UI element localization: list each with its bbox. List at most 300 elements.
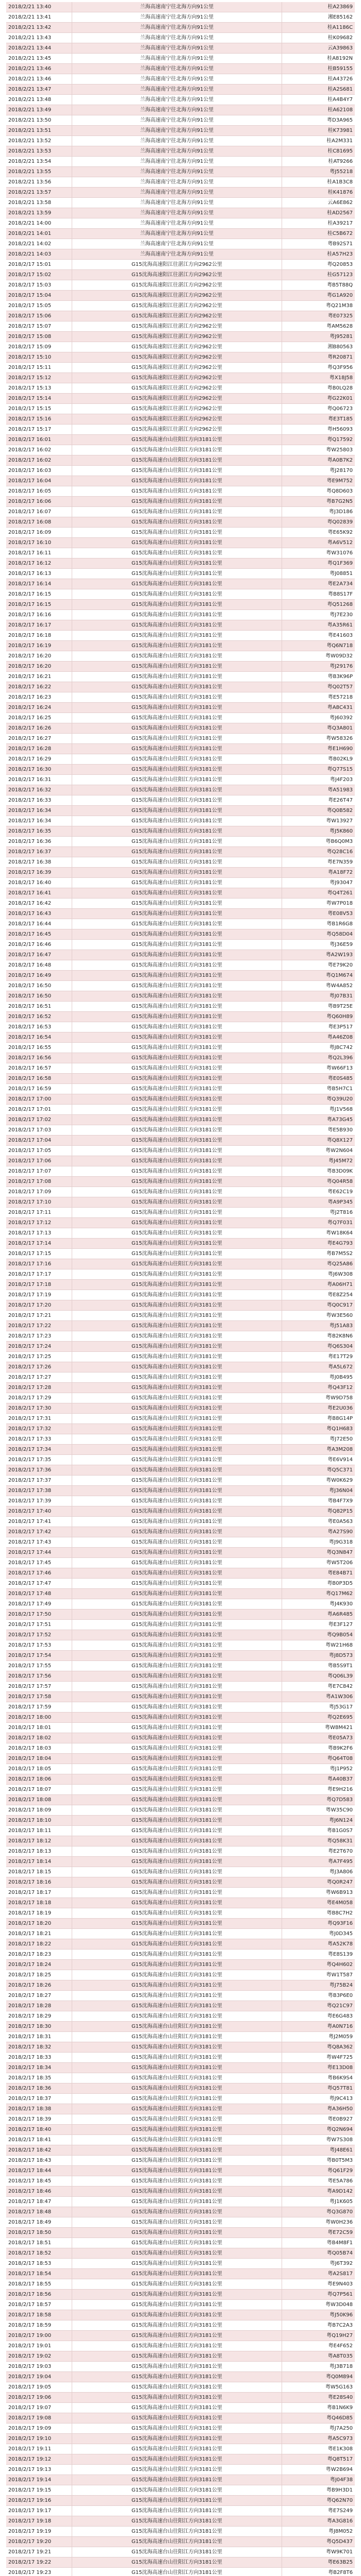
table-row xyxy=(6,1290,355,1300)
record-location-cell: G15沈海高速台山往阳江方向3181公里 xyxy=(72,435,282,445)
record-location-cell: 兰海高速南宁往北海方向91公里 xyxy=(72,188,282,198)
record-location-cell: G15沈海高速台山往阳江方向3181公里 xyxy=(72,1548,282,1558)
record-plate-cell: 粤A6V512 xyxy=(282,538,355,548)
record-plate-cell: 粤B0LQ28 xyxy=(282,383,355,394)
table-row xyxy=(6,445,355,455)
table-row xyxy=(6,404,355,414)
record-plate-cell: 粤G1A920 xyxy=(282,291,355,301)
record-time-cell: 2018/2/17 19:07 xyxy=(6,2403,72,2413)
table-row xyxy=(6,878,355,888)
record-plate-cell: 粤Q02T57 xyxy=(282,682,355,692)
record-location-cell: G15沈海高速台山往阳江方向3181公里 xyxy=(72,1249,282,1259)
record-plate-cell: 粤W21H68 xyxy=(282,1640,355,1651)
record-time-cell: 2018/2/17 17:32 xyxy=(6,1424,72,1434)
record-location-cell: G15沈海高速台山往阳江方向3181公里 xyxy=(72,2413,282,2424)
record-table-body xyxy=(6,2,355,2576)
table-row xyxy=(6,1867,355,1877)
record-plate-cell: 粤B5S9T1 xyxy=(282,1661,355,1671)
record-time-cell: 2018/2/17 16:28 xyxy=(6,744,72,754)
record-plate-cell: 粤J28170 xyxy=(282,466,355,476)
record-location-cell: G15沈海高速台山往阳江方向3181公里 xyxy=(72,2506,282,2516)
record-time-cell: 2018/2/17 18:41 xyxy=(6,2135,72,2145)
record-location-cell: G15沈海高速台山往阳江方向3181公里 xyxy=(72,1177,282,1187)
record-plate-cell: 粤J75B24 xyxy=(282,1980,355,1991)
record-location-cell: G15沈海高速台山往阳江方向3181公里 xyxy=(72,2207,282,2217)
record-time-cell: 2018/2/21 13:47 xyxy=(6,84,72,95)
record-location-cell: G15沈海高速台山往阳江方向3181公里 xyxy=(72,1136,282,1146)
table-row xyxy=(6,466,355,476)
record-location-cell: G15沈海高速台山往阳江方向3181公里 xyxy=(72,1321,282,1331)
record-time-cell: 2018/2/17 17:22 xyxy=(6,1321,72,1331)
record-time-cell: 2018/2/21 13:55 xyxy=(6,167,72,177)
record-plate-cell: 粤J8M052 xyxy=(282,2527,355,2537)
table-row xyxy=(6,837,355,847)
record-location-cell: G15沈海高速台山往阳江方向3181公里 xyxy=(72,1568,282,1579)
record-plate-cell: 粤Q46D85 xyxy=(282,2413,355,2424)
record-plate-cell: 粤B9H3D1 xyxy=(282,2485,355,2496)
record-time-cell: 2018/2/17 17:12 xyxy=(6,1218,72,1228)
table-row xyxy=(6,2125,355,2135)
record-time-cell: 2018/2/17 17:09 xyxy=(6,1187,72,1197)
record-time-cell: 2018/2/21 14:03 xyxy=(6,249,72,260)
record-time-cell: 2018/2/17 16:55 xyxy=(6,1043,72,1053)
table-row xyxy=(6,558,355,569)
table-row xyxy=(6,229,355,239)
table-row xyxy=(6,1816,355,1826)
table-row xyxy=(6,1228,355,1239)
record-plate-cell: 粤W0K629 xyxy=(282,1476,355,1486)
record-time-cell: 2018/2/21 13:54 xyxy=(6,157,72,167)
record-location-cell: G15沈海高速阳江往湛江方向2962公里 xyxy=(72,383,282,394)
record-location-cell: G15沈海高速台山往阳江方向3181公里 xyxy=(72,2496,282,2506)
record-time-cell: 2018/2/17 18:23 xyxy=(6,1950,72,1960)
record-plate-cell: 粤W18K64 xyxy=(282,1228,355,1239)
record-plate-cell: 桂A23869 xyxy=(282,2,355,12)
record-location-cell: G15沈海高速台山往阳江方向3181公里 xyxy=(72,1671,282,1682)
record-time-cell: 2018/2/17 17:03 xyxy=(6,1125,72,1136)
record-location-cell: G15沈海高速台山往阳江方向3181公里 xyxy=(72,744,282,754)
record-location-cell: G15沈海高速台山往阳江方向3181公里 xyxy=(72,1239,282,1249)
record-time-cell: 2018/2/17 17:33 xyxy=(6,1434,72,1445)
table-row xyxy=(6,692,355,703)
record-plate-cell: 粤Q3G870 xyxy=(282,2207,355,2217)
record-location-cell: G15沈海高速台山往阳江方向3181公里 xyxy=(72,2331,282,2341)
record-plate-cell: 桂A2S681 xyxy=(282,84,355,95)
record-time-cell: 2018/2/17 18:36 xyxy=(6,2083,72,2094)
table-row xyxy=(6,1012,355,1022)
record-plate-cell: 粤W58326 xyxy=(282,734,355,744)
record-plate-cell: 粤A5C973 xyxy=(282,2434,355,2444)
table-row xyxy=(6,2279,355,2290)
table-row xyxy=(6,538,355,548)
record-plate-cell: 桂AT9266 xyxy=(282,157,355,167)
record-time-cell: 2018/2/17 19:16 xyxy=(6,2496,72,2506)
record-time-cell: 2018/2/17 17:55 xyxy=(6,1661,72,1671)
record-location-cell: G15沈海高速台山往阳江方向3181公里 xyxy=(72,1558,282,1568)
record-plate-cell: 粤E13D08 xyxy=(282,2063,355,2073)
record-plate-cell: 粤Q93F16 xyxy=(282,1919,355,1929)
record-plate-cell: 粤Q58K31 xyxy=(282,1836,355,1846)
record-time-cell: 2018/2/17 19:06 xyxy=(6,2393,72,2403)
record-location-cell: 兰海高速南宁往北海方向91公里 xyxy=(72,54,282,64)
record-time-cell: 2018/2/17 16:25 xyxy=(6,713,72,723)
record-time-cell: 2018/2/17 18:37 xyxy=(6,2094,72,2104)
record-location-cell: G15沈海高速台山往阳江方向3181公里 xyxy=(72,2135,282,2145)
record-location-cell: G15沈海高速台山往阳江方向3181公里 xyxy=(72,1692,282,1702)
record-plate-cell: 粤B1N6K9 xyxy=(282,2403,355,2413)
record-time-cell: 2018/2/17 16:13 xyxy=(6,569,72,579)
record-plate-cell: 粤A73G45 xyxy=(282,1115,355,1125)
record-plate-cell: 粤Q04R58 xyxy=(282,1177,355,1187)
table-row xyxy=(6,528,355,538)
record-location-cell: G15沈海高速台山往阳江方向3181公里 xyxy=(72,960,282,971)
record-plate-cell: 粤E41603 xyxy=(282,631,355,641)
record-time-cell: 2018/2/17 16:46 xyxy=(6,940,72,950)
table-row xyxy=(6,713,355,723)
record-location-cell: G15沈海高速台山往阳江方向3181公里 xyxy=(72,548,282,558)
record-location-cell: G15沈海高速台山往阳江方向3181公里 xyxy=(72,2279,282,2290)
record-plate-cell: 粤Q1M674 xyxy=(282,971,355,981)
record-location-cell: G15沈海高速阳江往湛江方向2962公里 xyxy=(72,321,282,332)
record-location-cell: G15沈海高速台山往阳江方向3181公里 xyxy=(72,2094,282,2104)
record-time-cell: 2018/2/17 18:31 xyxy=(6,2032,72,2042)
table-row xyxy=(6,1919,355,1929)
record-plate-cell: 粤X18J58 xyxy=(282,373,355,383)
record-time-cell: 2018/2/17 16:51 xyxy=(6,1002,72,1012)
record-location-cell: G15沈海高速台山往阳江方向3181公里 xyxy=(72,1733,282,1743)
table-row xyxy=(6,1589,355,1599)
record-time-cell: 2018/2/21 13:44 xyxy=(6,43,72,54)
record-plate-cell: 粤Q2N694 xyxy=(282,2125,355,2135)
record-plate-cell: 粤B4M8F1 xyxy=(282,2238,355,2248)
record-plate-cell: 粤A0B7K2 xyxy=(282,455,355,466)
table-row xyxy=(6,218,355,229)
record-time-cell: 2018/2/17 18:29 xyxy=(6,2011,72,2022)
record-plate-cell: 粤E0S485 xyxy=(282,1074,355,1084)
record-plate-cell: 粤Q20853 xyxy=(282,260,355,270)
record-location-cell: G15沈海高速阳江往湛江方向2962公里 xyxy=(72,373,282,383)
record-location-cell: G15沈海高速台山往阳江方向3181公里 xyxy=(72,631,282,641)
record-time-cell: 2018/2/17 18:19 xyxy=(6,1908,72,1919)
table-row xyxy=(6,2207,355,2217)
record-time-cell: 2018/2/17 16:12 xyxy=(6,558,72,569)
table-row xyxy=(6,1527,355,1537)
record-time-cell: 2018/2/17 18:28 xyxy=(6,2001,72,2011)
record-plate-cell: 粤B1G0S7 xyxy=(282,1826,355,1836)
record-plate-cell: 粤W7S308 xyxy=(282,2135,355,2145)
record-location-cell: G15沈海高速阳江往湛江方向2962公里 xyxy=(72,394,282,404)
record-location-cell: G15沈海高速台山往阳江方向3181公里 xyxy=(72,2557,282,2568)
record-location-cell: G15沈海高速台山往阳江方向3181公里 xyxy=(72,1506,282,1517)
record-time-cell: 2018/2/21 13:51 xyxy=(6,126,72,136)
table-row xyxy=(6,1754,355,1764)
record-time-cell: 2018/2/17 18:47 xyxy=(6,2197,72,2207)
record-location-cell: G15沈海高速台山往阳江方向3181公里 xyxy=(72,1579,282,1589)
record-location-cell: G15沈海高速阳江往湛江方向2962公里 xyxy=(72,425,282,435)
record-time-cell: 2018/2/17 17:13 xyxy=(6,1228,72,1239)
table-row xyxy=(6,1105,355,1115)
table-row xyxy=(6,610,355,620)
record-plate-cell: 粤Q17M62 xyxy=(282,1589,355,1599)
table-row xyxy=(6,899,355,909)
table-row xyxy=(6,2465,355,2475)
record-location-cell: G15沈海高速台山往阳江方向3181公里 xyxy=(72,929,282,940)
record-plate-cell: 粤J8D573 xyxy=(282,1651,355,1661)
record-location-cell: G15沈海高速台山往阳江方向3181公里 xyxy=(72,641,282,651)
record-plate-cell: 粤A3M208 xyxy=(282,1445,355,1455)
record-location-cell: G15沈海高速台山往阳江方向3181公里 xyxy=(72,600,282,610)
record-time-cell: 2018/2/17 18:59 xyxy=(6,2320,72,2331)
table-row xyxy=(6,1640,355,1651)
record-time-cell: 2018/2/17 17:56 xyxy=(6,1671,72,1682)
record-plate-cell: 粤Q2E695 xyxy=(282,1713,355,1723)
table-row xyxy=(6,2063,355,2073)
record-plate-cell: 粤A8C431 xyxy=(282,703,355,713)
table-row xyxy=(6,723,355,734)
record-plate-cell: 粤B2F8T6 xyxy=(282,2568,355,2576)
record-time-cell: 2018/2/17 16:53 xyxy=(6,1022,72,1032)
record-time-cell: 2018/2/17 17:10 xyxy=(6,1197,72,1208)
record-plate-cell: 粤E1K308 xyxy=(282,2444,355,2454)
record-time-cell: 2018/2/17 18:42 xyxy=(6,2145,72,2156)
record-plate-cell: 粤E4F652 xyxy=(282,2341,355,2351)
record-time-cell: 2018/2/17 15:03 xyxy=(6,280,72,291)
record-plate-cell: 粤W35C90 xyxy=(282,1805,355,1816)
record-location-cell: 兰海高速南宁往北海方向91公里 xyxy=(72,74,282,84)
record-time-cell: 2018/2/21 13:43 xyxy=(6,33,72,43)
record-location-cell: G15沈海高速台山往阳江方向3181公里 xyxy=(72,1517,282,1527)
record-location-cell: G15沈海高速台山往阳江方向3181公里 xyxy=(72,1300,282,1311)
table-row xyxy=(6,1269,355,1280)
record-plate-cell: 桂B59155 xyxy=(282,64,355,74)
record-location-cell: G15沈海高速台山往阳江方向3181公里 xyxy=(72,1197,282,1208)
record-location-cell: G15沈海高速台山往阳江方向3181公里 xyxy=(72,1403,282,1414)
record-time-cell: 2018/2/17 18:33 xyxy=(6,2053,72,2063)
record-plate-cell: 粤R20871 xyxy=(282,352,355,363)
record-plate-cell: 粤AM5628 xyxy=(282,321,355,332)
record-time-cell: 2018/2/17 18:15 xyxy=(6,1867,72,1877)
record-plate-cell: 粤J1P952 xyxy=(282,1764,355,1774)
record-time-cell: 2018/2/17 16:47 xyxy=(6,950,72,960)
record-location-cell: G15沈海高速台山往阳江方向3181公里 xyxy=(72,1589,282,1599)
record-location-cell: G15沈海高速台山往阳江方向3181公里 xyxy=(72,1743,282,1754)
record-plate-cell: 粤J1K605 xyxy=(282,2197,355,2207)
record-location-cell: 兰海高速南宁往北海方向91公里 xyxy=(72,229,282,239)
record-location-cell: G15沈海高速台山往阳江方向3181公里 xyxy=(72,1939,282,1950)
record-plate-cell: 粤Q19H27 xyxy=(282,2331,355,2341)
record-time-cell: 2018/2/17 17:51 xyxy=(6,1620,72,1630)
record-location-cell: G15沈海高速台山往阳江方向3181公里 xyxy=(72,1269,282,1280)
record-location-cell: 兰海高速南宁往北海方向91公里 xyxy=(72,2,282,12)
record-location-cell: G15沈海高速台山往阳江方向3181公里 xyxy=(72,476,282,486)
record-plate-cell: 粤Q5D437 xyxy=(282,2537,355,2547)
record-location-cell: G15沈海高速台山往阳江方向3181公里 xyxy=(72,538,282,548)
record-time-cell: 2018/2/17 16:26 xyxy=(6,723,72,734)
record-location-cell: 兰海高速南宁往北海方向91公里 xyxy=(72,198,282,208)
table-row xyxy=(6,1486,355,1496)
record-location-cell: G15沈海高速台山往阳江方向3181公里 xyxy=(72,672,282,682)
table-row xyxy=(6,2259,355,2269)
record-plate-cell: 粤B8C7H2 xyxy=(282,1908,355,1919)
record-location-cell: G15沈海高速台山往阳江方向3181公里 xyxy=(72,1496,282,1506)
table-row xyxy=(6,1702,355,1713)
record-plate-cell: 云A39863 xyxy=(282,43,355,54)
record-location-cell: G15沈海高速台山往阳江方向3181公里 xyxy=(72,878,282,888)
table-row xyxy=(6,1434,355,1445)
record-plate-cell: 粤E2T670 xyxy=(282,1846,355,1857)
record-plate-cell: 粤J55218 xyxy=(282,167,355,177)
record-time-cell: 2018/2/17 17:02 xyxy=(6,1115,72,1125)
table-row xyxy=(6,754,355,765)
record-time-cell: 2018/2/17 17:21 xyxy=(6,1311,72,1321)
table-row xyxy=(6,2094,355,2104)
record-location-cell: G15沈海高速台山往阳江方向3181公里 xyxy=(72,1651,282,1661)
record-location-cell: G15沈海高速台山往阳江方向3181公里 xyxy=(72,1002,282,1012)
table-row xyxy=(6,2424,355,2434)
table-row xyxy=(6,373,355,383)
record-location-cell: 兰海高速南宁往北海方向91公里 xyxy=(72,95,282,105)
table-row xyxy=(6,1424,355,1434)
record-location-cell: G15沈海高速台山往阳江方向3181公里 xyxy=(72,816,282,826)
record-location-cell: G15沈海高速台山往阳江方向3181公里 xyxy=(72,466,282,476)
record-location-cell: G15沈海高速台山往阳江方向3181公里 xyxy=(72,1331,282,1342)
table-row xyxy=(6,1311,355,1321)
table-row xyxy=(6,1836,355,1846)
record-plate-cell: 粤W5T206 xyxy=(282,1558,355,1568)
record-location-cell: G15沈海高速台山往阳江方向3181公里 xyxy=(72,1527,282,1537)
record-location-cell: G15沈海高速台山往阳江方向3181公里 xyxy=(72,1908,282,1919)
record-plate-cell: 粤Q64T08 xyxy=(282,1754,355,1764)
table-row xyxy=(6,157,355,167)
table-row xyxy=(6,857,355,868)
record-time-cell: 2018/2/17 16:36 xyxy=(6,837,72,847)
record-location-cell: G15沈海高速阳江往湛江方向2962公里 xyxy=(72,311,282,321)
record-time-cell: 2018/2/17 18:17 xyxy=(6,1888,72,1898)
record-time-cell: 2018/2/17 17:41 xyxy=(6,1517,72,1527)
record-location-cell: G15沈海高速台山往阳江方向3181公里 xyxy=(72,2176,282,2187)
record-plate-cell: 桂K73981 xyxy=(282,126,355,136)
record-time-cell: 2018/2/17 17:35 xyxy=(6,1455,72,1465)
record-plate-cell: 粤W6B913 xyxy=(282,1888,355,1898)
table-row xyxy=(6,919,355,929)
record-location-cell: 兰海高速南宁往北海方向91公里 xyxy=(72,136,282,146)
record-plate-cell: 粤Q06723 xyxy=(282,404,355,414)
record-time-cell: 2018/2/17 17:26 xyxy=(6,1362,72,1372)
record-location-cell: G15沈海高速台山往阳江方向3181公里 xyxy=(72,754,282,765)
record-time-cell: 2018/2/17 19:21 xyxy=(6,2547,72,2557)
record-location-cell: G15沈海高速台山往阳江方向3181公里 xyxy=(72,2104,282,2114)
record-location-cell: G15沈海高速台山往阳江方向3181公里 xyxy=(72,2568,282,2576)
record-location-cell: G15沈海高速台山往阳江方向3181公里 xyxy=(72,1063,282,1074)
record-plate-cell: 粤J48E61 xyxy=(282,2145,355,2156)
record-location-cell: G15沈海高速台山往阳江方向3181公里 xyxy=(72,1795,282,1805)
record-time-cell: 2018/2/17 18:55 xyxy=(6,2279,72,2290)
table-row xyxy=(6,1414,355,1424)
table-row xyxy=(6,1795,355,1805)
record-plate-cell: 粤E8S139 xyxy=(282,1950,355,1960)
table-row xyxy=(6,507,355,517)
record-location-cell: G15沈海高速台山往阳江方向3181公里 xyxy=(72,1022,282,1032)
record-time-cell: 2018/2/17 17:46 xyxy=(6,1568,72,1579)
record-time-cell: 2018/2/17 17:47 xyxy=(6,1579,72,1589)
record-time-cell: 2018/2/17 16:52 xyxy=(6,1012,72,1022)
record-plate-cell: 粤E7C842 xyxy=(282,1682,355,1692)
table-row xyxy=(6,1156,355,1166)
table-row xyxy=(6,703,355,713)
record-plate-cell: 粤Q8X127 xyxy=(282,1136,355,1146)
record-time-cell: 2018/2/17 18:06 xyxy=(6,1774,72,1785)
record-location-cell: G15沈海高速阳江往湛江方向2962公里 xyxy=(72,352,282,363)
record-location-cell: G15沈海高速台山往阳江方向3181公里 xyxy=(72,2238,282,2248)
record-plate-cell: 粤J7A250 xyxy=(282,2424,355,2434)
record-time-cell: 2018/2/17 18:16 xyxy=(6,1877,72,1888)
record-time-cell: 2018/2/17 15:16 xyxy=(6,414,72,425)
record-time-cell: 2018/2/17 18:56 xyxy=(6,2290,72,2300)
record-location-cell: G15沈海高速台山往阳江方向3181公里 xyxy=(72,517,282,528)
record-plate-cell: 粤W13927 xyxy=(282,816,355,826)
table-row xyxy=(6,1331,355,1342)
record-plate-cell: 粤E6G483 xyxy=(282,2011,355,2022)
table-row xyxy=(6,1877,355,1888)
record-location-cell: 兰海高速南宁往北海方向91公里 xyxy=(72,12,282,23)
record-time-cell: 2018/2/17 18:53 xyxy=(6,2259,72,2269)
record-time-cell: 2018/2/17 16:02 xyxy=(6,455,72,466)
record-location-cell: G15沈海高速台山往阳江方向3181公里 xyxy=(72,919,282,929)
record-time-cell: 2018/2/21 13:53 xyxy=(6,146,72,157)
table-row xyxy=(6,301,355,311)
record-location-cell: G15沈海高速台山往阳江方向3181公里 xyxy=(72,569,282,579)
record-time-cell: 2018/2/17 19:12 xyxy=(6,2454,72,2465)
record-time-cell: 2018/2/17 18:30 xyxy=(6,2022,72,2032)
record-plate-cell: 粤W9D758 xyxy=(282,1393,355,1403)
table-row xyxy=(6,177,355,188)
record-time-cell: 2018/2/17 17:37 xyxy=(6,1476,72,1486)
record-location-cell: G15沈海高速台山往阳江方向3181公里 xyxy=(72,1290,282,1300)
record-time-cell: 2018/2/17 17:16 xyxy=(6,1259,72,1269)
record-time-cell: 2018/2/17 18:48 xyxy=(6,2207,72,2217)
record-plate-cell: 粤A51983 xyxy=(282,785,355,795)
record-location-cell: G15沈海高速台山往阳江方向3181公里 xyxy=(72,2403,282,2413)
record-time-cell: 2018/2/17 18:07 xyxy=(6,1785,72,1795)
table-row xyxy=(6,1671,355,1682)
record-plate-cell: 粤Q4H602 xyxy=(282,1960,355,1970)
record-time-cell: 2018/2/21 13:40 xyxy=(6,2,72,12)
record-time-cell: 2018/2/17 19:22 xyxy=(6,2557,72,2568)
record-time-cell: 2018/2/17 18:25 xyxy=(6,1970,72,1980)
record-location-cell: G15沈海高速台山往阳江方向3181公里 xyxy=(72,950,282,960)
table-row xyxy=(6,2320,355,2331)
record-location-cell: G15沈海高速台山往阳江方向3181公里 xyxy=(72,2547,282,2557)
table-row xyxy=(6,1733,355,1743)
record-plate-cell: 粤B5T88Q xyxy=(282,280,355,291)
record-location-cell: 兰海高速南宁往北海方向91公里 xyxy=(72,177,282,188)
record-location-cell: G15沈海高速台山往阳江方向3181公里 xyxy=(72,1774,282,1785)
record-location-cell: G15沈海高速台山往阳江方向3181公里 xyxy=(72,1846,282,1857)
record-time-cell: 2018/2/17 16:11 xyxy=(6,548,72,558)
record-plate-cell: 粤A35R61 xyxy=(282,620,355,631)
record-plate-cell: 桂A1186C xyxy=(282,23,355,33)
record-time-cell: 2018/2/17 17:29 xyxy=(6,1393,72,1403)
record-time-cell: 2018/2/17 17:30 xyxy=(6,1403,72,1414)
record-time-cell: 2018/2/17 16:41 xyxy=(6,888,72,899)
record-time-cell: 2018/2/17 16:50 xyxy=(6,981,72,991)
record-plate-cell: 粤A2S817 xyxy=(282,2269,355,2279)
record-plate-cell: 粤J36N04 xyxy=(282,1486,355,1496)
table-row xyxy=(6,1568,355,1579)
record-time-cell: 2018/2/17 15:10 xyxy=(6,352,72,363)
record-location-cell: G15沈海高速台山往阳江方向3181公里 xyxy=(72,1166,282,1177)
table-row xyxy=(6,1579,355,1589)
